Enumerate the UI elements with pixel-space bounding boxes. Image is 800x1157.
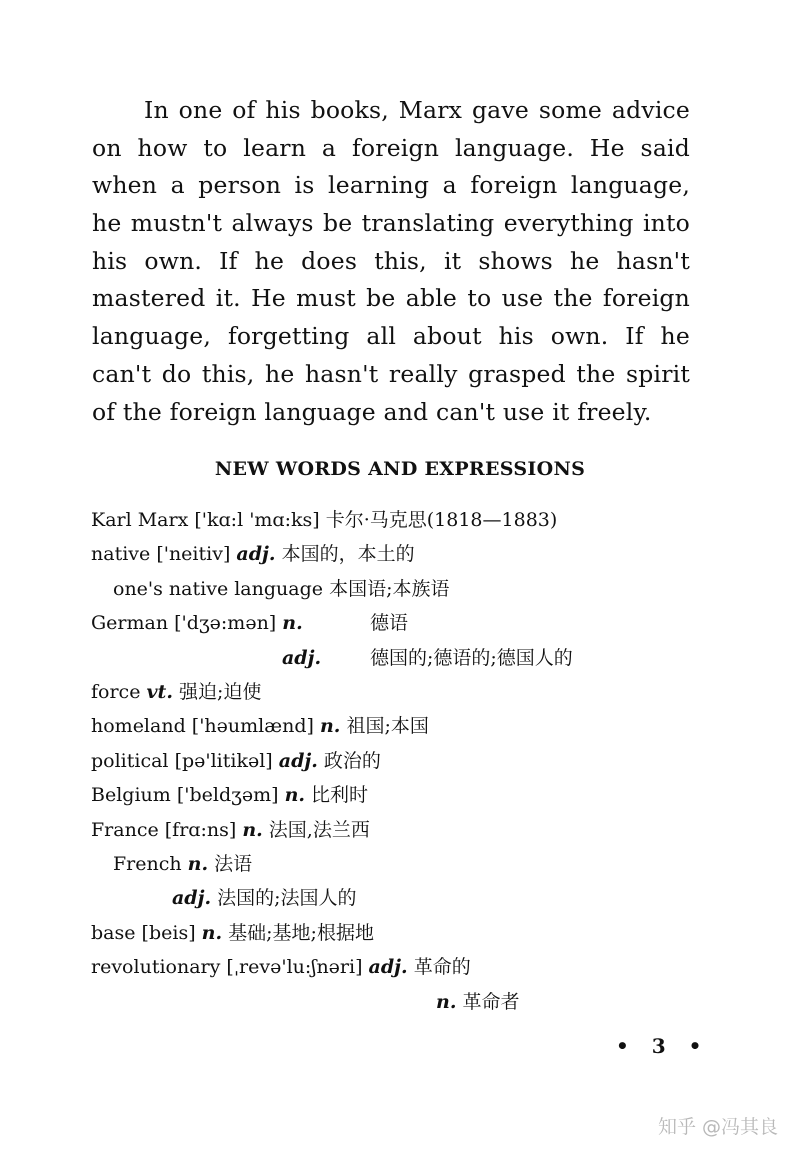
reading-paragraph	[92, 92, 690, 431]
vocab-definition: 基础;基地;根据地	[228, 921, 374, 944]
vocab-pos: adj.	[282, 646, 322, 669]
vocab-phonetic: ['dʒə:mən]	[174, 612, 277, 635]
vocab-definition: 德语	[370, 612, 409, 635]
vocab-phonetic: [beis]	[141, 921, 196, 944]
vocab-entry	[91, 678, 261, 706]
vocab-entry	[91, 609, 303, 637]
vocab-word: Karl Marx	[91, 509, 189, 531]
vocab-entry	[91, 919, 374, 947]
vocab-definition: 革命的	[413, 956, 471, 979]
paragraph-line: he mustn't always be translating everything into	[92, 209, 690, 238]
vocab-entry	[113, 850, 252, 878]
vocab-word: native	[91, 543, 151, 566]
vocab-phonetic: ['neitiv]	[156, 543, 231, 566]
vocab-entry	[91, 506, 557, 534]
paragraph-line: of the foreign language and can't use it freely.	[92, 397, 652, 426]
vocab-phonetic: ['beldʒəm]	[176, 784, 279, 807]
vocab-entry	[91, 712, 429, 740]
vocab-phonetic: ['kɑ:l 'mɑ:ks]	[194, 509, 320, 531]
page-number: • 3 •	[616, 1034, 710, 1058]
vocab-word: political	[91, 749, 169, 772]
vocab-word: force	[91, 681, 141, 703]
vocab-pos: adj.	[172, 887, 212, 910]
vocab-phonetic: ['həumlænd]	[191, 715, 314, 738]
vocab-definition: 本国的，本土的	[281, 543, 415, 566]
vocab-pos: n.	[319, 715, 341, 738]
vocab-definition: 卡尔·马克思(1818—1883)	[325, 509, 558, 531]
vocab-pos: vt.	[146, 681, 173, 703]
vocab-entry	[91, 816, 370, 844]
vocab-entry	[436, 988, 520, 1016]
vocab-word: German	[91, 612, 169, 635]
vocab-definition: 政治的	[323, 749, 381, 772]
vocab-phonetic: [pə'litikəl]	[174, 749, 273, 772]
vocab-phonetic: [frɑ:ns]	[164, 818, 237, 841]
vocab-pos: n.	[436, 990, 457, 1013]
vocab-word: revolutionary	[91, 956, 221, 979]
vocab-definition: 比利时	[311, 784, 369, 807]
vocab-pos: adj.	[236, 543, 276, 566]
vocab-pos: adj.	[278, 749, 318, 772]
vocab-word: base	[91, 921, 136, 944]
paragraph-line: when a person is learning a foreign language,	[92, 171, 690, 200]
vocab-pos: n.	[282, 612, 303, 635]
vocab-entry	[91, 747, 381, 775]
vocab-pos: n.	[187, 853, 209, 875]
vocab-word: homeland	[91, 715, 186, 738]
vocab-definition: 本国语;本族语	[329, 577, 450, 600]
vocab-entry	[91, 953, 471, 981]
vocab-word: one's native language	[113, 577, 324, 600]
watermark-text: 知乎 @冯其良	[657, 1116, 778, 1138]
vocab-pos: n.	[242, 818, 263, 841]
vocab-entry	[91, 540, 415, 568]
section-heading: NEW WORDS AND EXPRESSIONS	[214, 458, 586, 480]
vocab-definition: 法语	[214, 853, 253, 875]
vocab-entry	[91, 781, 368, 809]
vocab-entry	[172, 884, 357, 912]
vocab-definition: 法国的;法国人的	[217, 887, 357, 910]
vocab-definition: 革命者	[462, 990, 520, 1013]
vocab-word: Belgium	[91, 784, 171, 807]
vocab-word: France	[91, 818, 159, 841]
paragraph-line: language, forgetting all about his own. If he	[92, 322, 690, 351]
vocab-definition: 强迫;迫使	[178, 681, 262, 703]
vocab-entry	[113, 575, 449, 603]
paragraph-line: mastered it. He must be able to use the foreign	[92, 284, 690, 313]
paragraph-line: In one of his books, Marx gave some advice	[144, 96, 690, 124]
paragraph-line: his own. If he does this, it shows he hasn't	[92, 246, 690, 275]
vocab-pos: n.	[201, 921, 223, 944]
vocab-phonetic: [ˌrevə'lu:ʃnəri]	[226, 956, 363, 979]
vocab-pos: adj.	[368, 956, 408, 979]
vocab-definition: 法国,法兰西	[268, 818, 370, 841]
vocab-word: French	[113, 853, 182, 875]
vocab-definition: 德国的;德语的;德国人的	[370, 646, 573, 669]
paragraph-line: on how to learn a foreign language. He said	[92, 133, 690, 162]
vocab-pos: n.	[284, 784, 305, 807]
vocab-definition: 祖国;本国	[346, 715, 429, 738]
paragraph-line: can't do this, he hasn't really grasped the spirit	[92, 359, 690, 388]
